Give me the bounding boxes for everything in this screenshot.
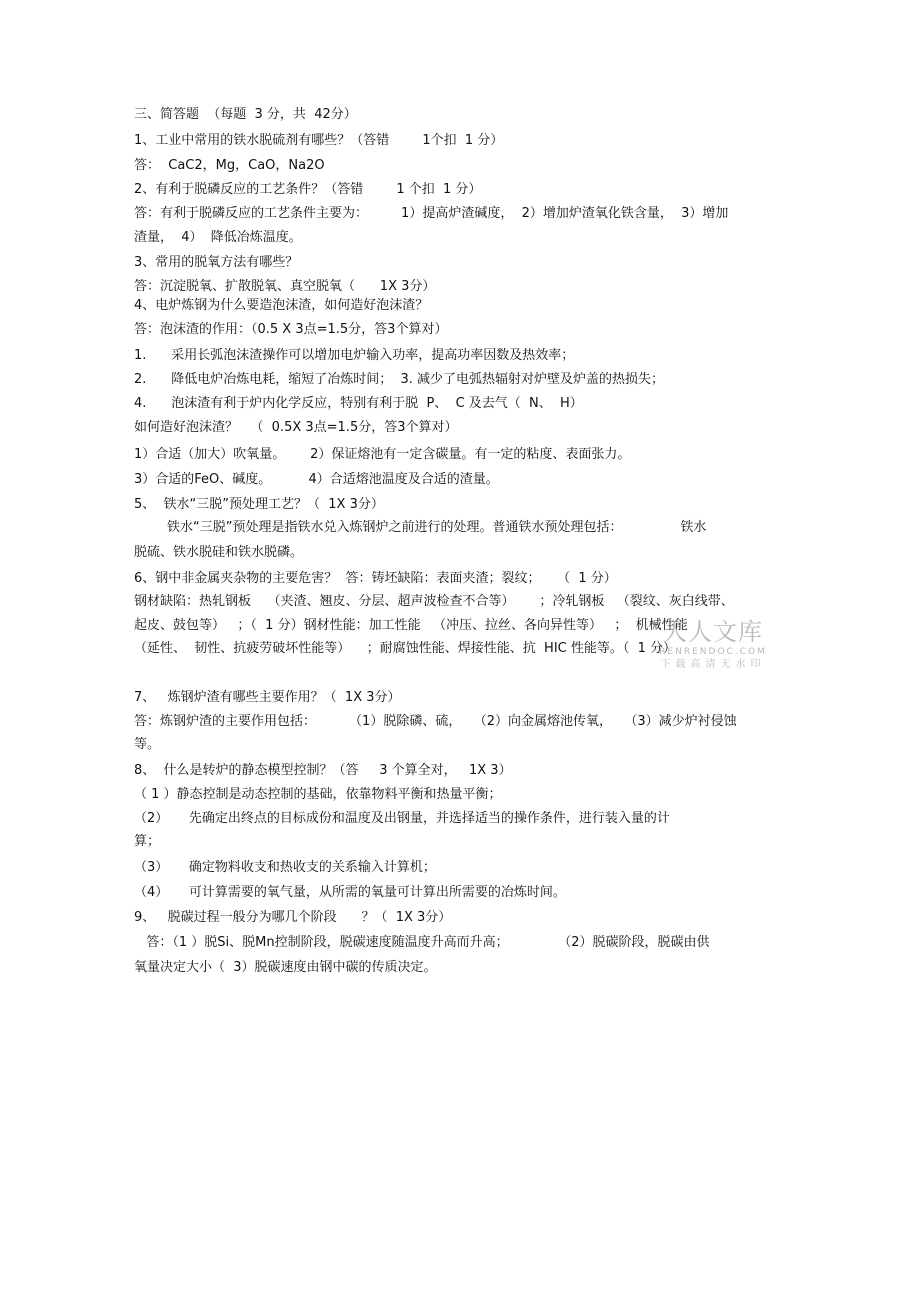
question-2: 2、有利于脱磷反应的工艺条件？（答错 1 个扣 1 分） (134, 182, 482, 197)
answer-7-line-2: 等。 (134, 737, 161, 752)
watermark-title: 人人文库 (663, 618, 763, 646)
answer-2-line-1: 答：有利于脱磷反应的工艺条件主要为： 1）提高炉渣碱度， 2）增加炉渣氧化铁含量， 3）增加 (134, 206, 729, 221)
question-5: 5、 铁水“三脱”预处理工艺？（ 1X 3分） (134, 497, 384, 512)
answer-1: 答： CaC2，Mg，CaO，Na2O (134, 158, 325, 173)
answer-9-line-1: 答：（1 ）脱Si、脱Mn控制阶段，脱碳速度随温度升高而升高； （2）脱碳阶段，脱碳由供 (134, 935, 710, 950)
answer-5-line-1: 铁水“三脱”预处理是指铁水兑入炼钢炉之前进行的处理。普通铁水预处理包括： 铁水 (134, 520, 707, 535)
answer-8-item-4: （4） 可计算需要的氧气量，从所需的氧量可计算出所需要的冶炼时间。 (134, 885, 566, 900)
answer-8-item-2: （2） 先确定出终点的目标成份和温度及出钢量，并选择适当的操作条件，进行装入量的计 (134, 811, 670, 826)
question-1: 1、工业中常用的铁水脱硫剂有哪些？（答错 1个扣 1 分） (134, 133, 504, 148)
answer-5-line-2: 脱硫、铁水脱硅和铁水脱磷。 (134, 545, 304, 560)
answer-3: 答：沉淀脱氧、扩散脱氧、真空脱氧（ 1X 3分） (134, 279, 436, 294)
question-4: 4、电炉炼钢为什么要造泡沫渣，如何造好泡沫渣？ (134, 298, 429, 313)
answer-8-item-1: （ 1 ）静态控制是动态控制的基础，依靠物料平衡和热量平衡； (134, 787, 502, 802)
answer-4-method-3: 3）合适的FeO、碱度。 4）合适熔池温度及合适的渣量。 (134, 472, 499, 487)
answer-4-intro: 答：泡沫渣的作用：（0.5 X 3点=1.5分，答3个算对） (134, 322, 448, 337)
question-3: 3、常用的脱氧方法有哪些？ (134, 255, 299, 270)
answer-6-line-2: 起皮、鼓包等） ；（ 1 分）钢材性能：加工性能 （冲压、拉丝、各向异性等） ； 机械性能 (134, 618, 688, 633)
answer-6-line-1: 钢材缺陷：热轧钢板 （夹渣、翘皮、分层、超声波检查不合等） ；冷轧钢板 （裂纹、灰白线带、 (134, 594, 734, 609)
answer-8-item-2-cont: 算； (134, 834, 161, 849)
question-9: 9、 脱碳过程一般分为哪几个阶段 ？（ 1X 3分） (134, 910, 452, 925)
section-heading: 三、简答题 （每题 3 分，共 42分） (134, 107, 357, 122)
answer-4-item-1: 1. 采用长弧泡沫渣操作可以增加电炉输入功率，提高功率因数及热效率； (134, 348, 575, 363)
question-6: 6、钢中非金属夹杂物的主要危害？ 答：铸坯缺陷：表面夹渣；裂纹； （ 1 分） (134, 571, 617, 586)
answer-2-line-2: 渣量， 4） 降低冶炼温度。 (134, 230, 302, 245)
answer-4-item-2: 2. 降低电炉冶炼电耗，缩短了冶炼时间； 3. 减少了电弧热辐射对炉壁及炉盖的热损失； (134, 372, 664, 387)
watermark-domain: RENRENDOC.COM (659, 647, 767, 657)
watermark-slogan: 下载高清无水印 (660, 659, 766, 670)
answer-4-how: 如何造好泡沫渣？ （ 0.5X 3点=1.5分，答3个算对） (134, 420, 458, 435)
answer-4-method-1: 1）合适（加大）吹氧量。 2）保证熔池有一定含碳量。有一定的粘度、表面张力。 (134, 447, 631, 462)
answer-8-item-3: （3） 确定物料收支和热收支的关系输入计算机； (134, 860, 436, 875)
answer-7-line-1: 答：炼钢炉渣的主要作用包括： （1）脱除磷、硫， （2）向金属熔池传氧， （3）减少炉衬侵蚀 (134, 714, 737, 729)
answer-6-line-3: （延性、 韧性、抗疲劳破坏性能等） ；耐腐蚀性能、焊接性能、抗 HIC 性能等。（ 1 分） (134, 641, 677, 656)
answer-9-line-2: 氧量决定大小（ 3）脱碳速度由钢中碳的传质决定。 (134, 960, 437, 975)
question-8: 8、 什么是转炉的静态模型控制？（答 3 个算全对， 1X 3） (134, 763, 512, 778)
question-7: 7、 炼钢炉渣有哪些主要作用？（ 1X 3分） (134, 690, 401, 705)
answer-4-item-4: 4. 泡沫渣有利于炉内化学反应，特别有利于脱 P、 C 及去气（ N、 H） (134, 396, 583, 411)
